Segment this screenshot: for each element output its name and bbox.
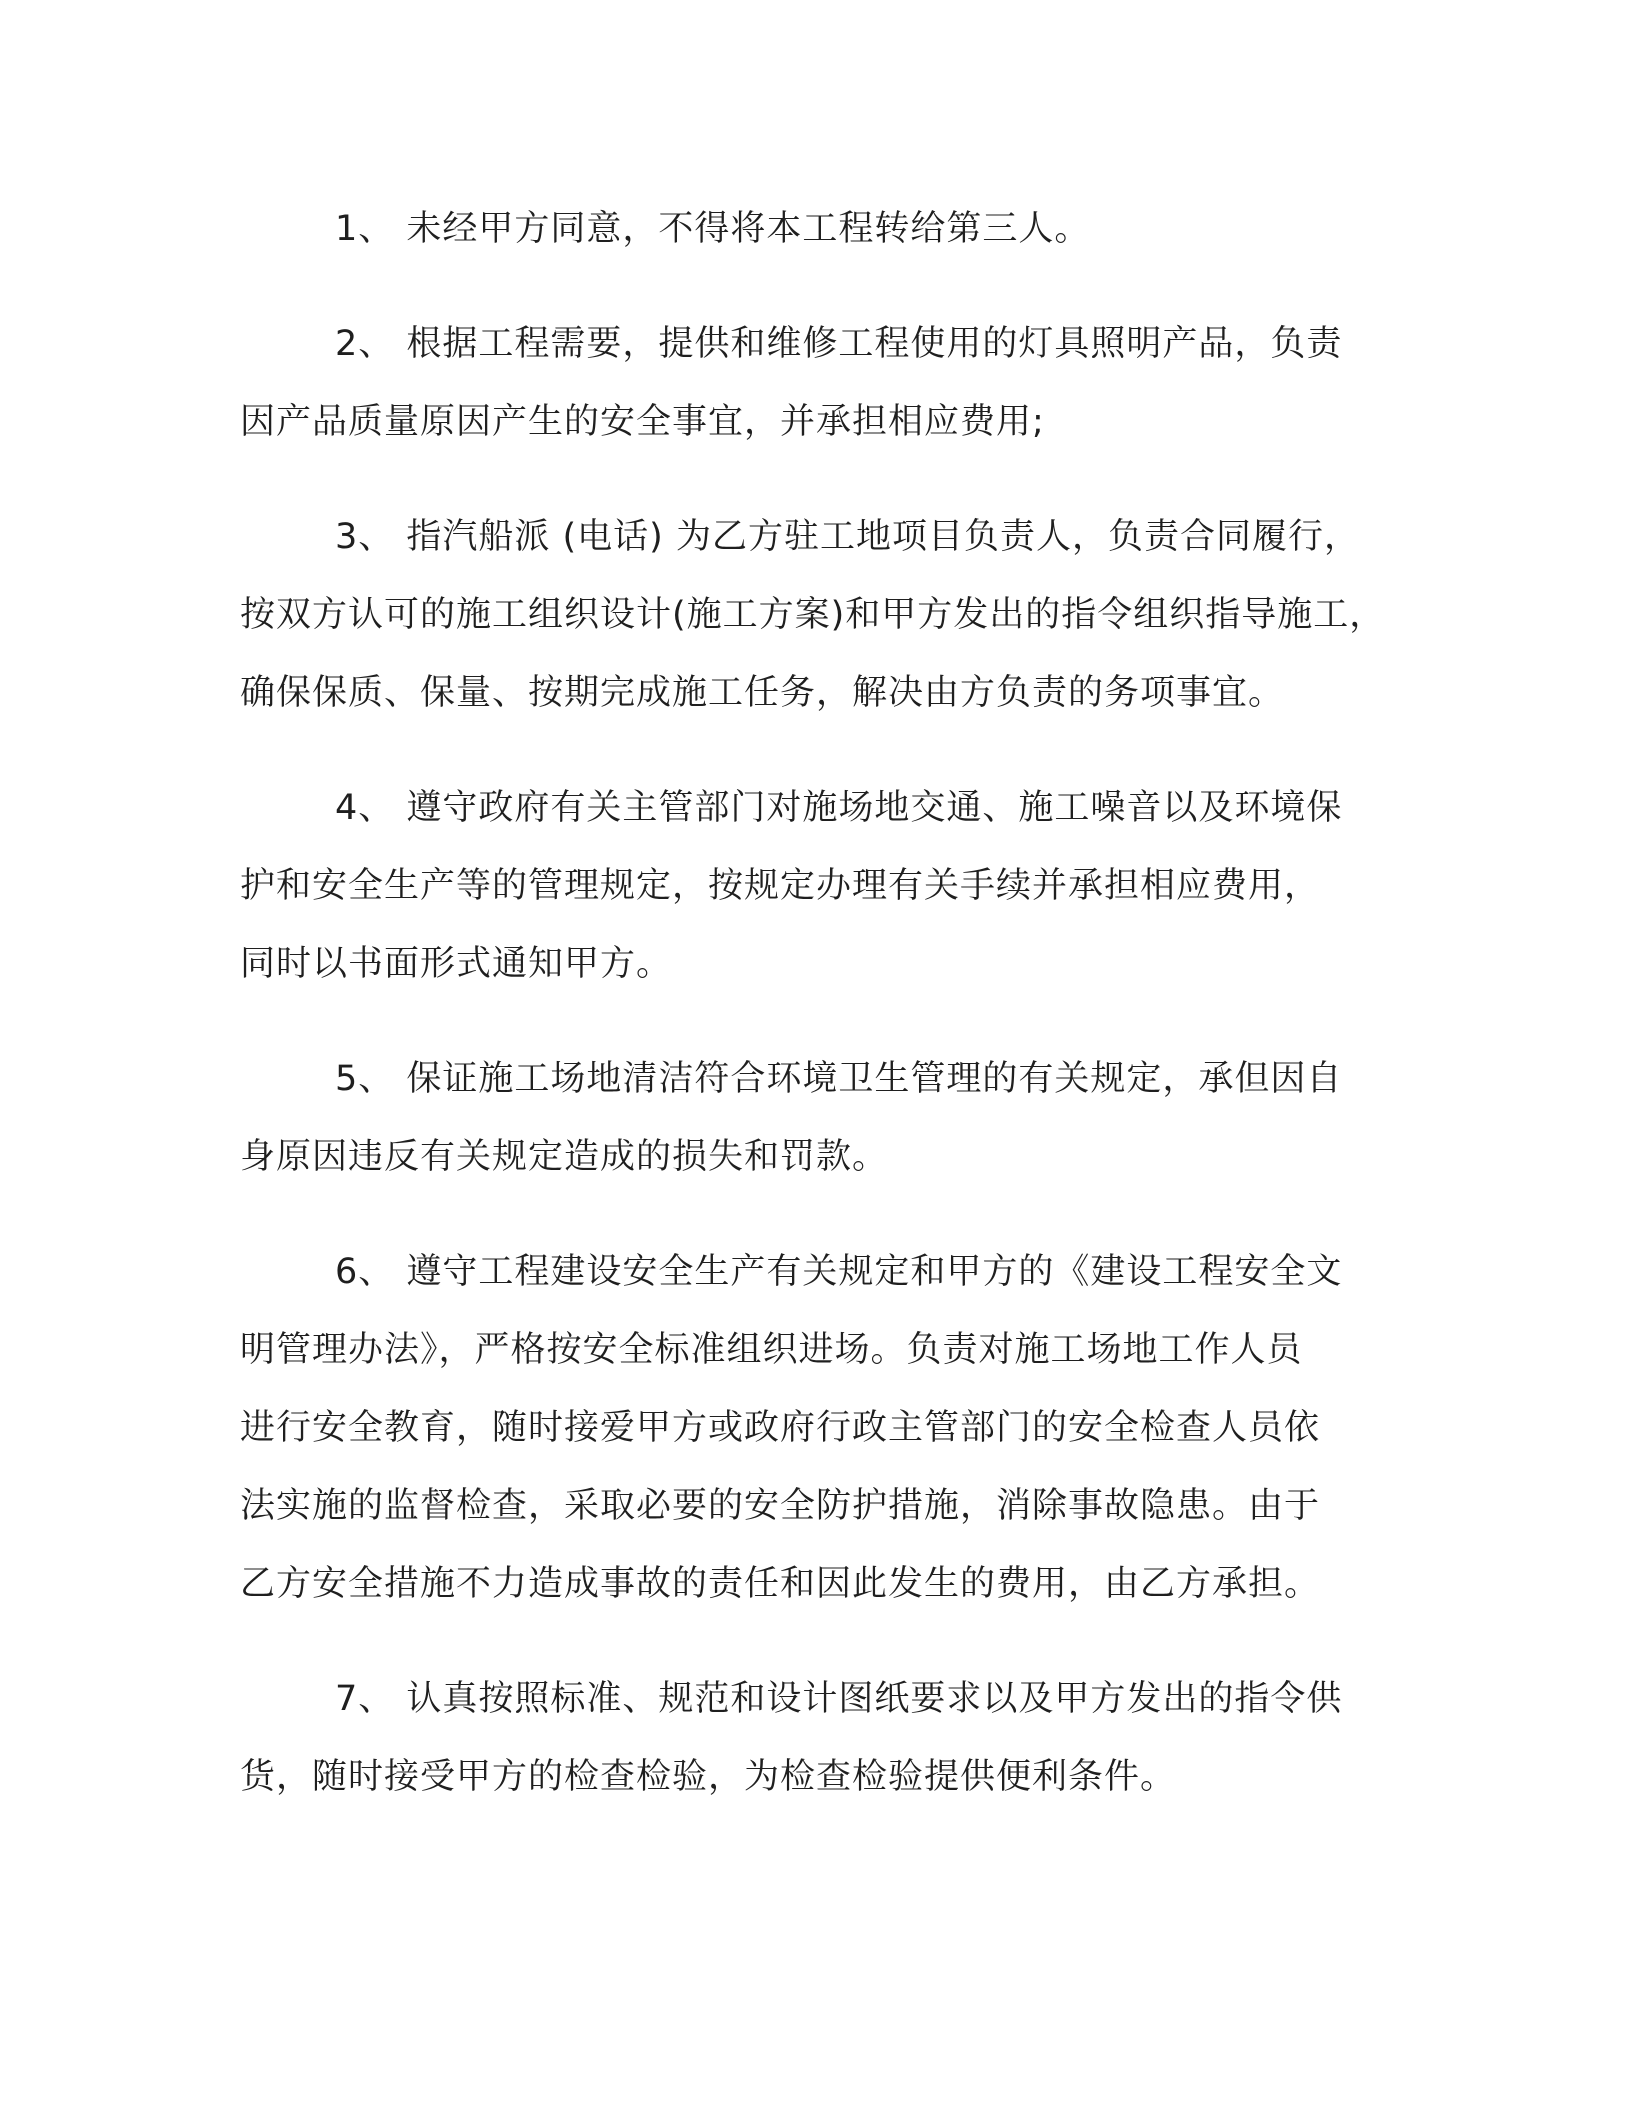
clause-line: 4、 遵守政府有关主管部门对施场地交通、施工噪音以及环境保 [335,788,1343,828]
clause-4 [240,769,1410,1003]
clause-5 [240,1040,1410,1196]
clause-line: 5、 保证施工场地清洁符合环境卫生管理的有关规定，承但因自 [335,1059,1343,1099]
clause-7 [240,1660,1410,1816]
clause-line: 7、 认真按照标准、规范和设计图纸要求以及甲方发出的指令供 [335,1679,1343,1719]
clause-line: 同时以书面形式通知甲方。 [240,944,673,984]
clause-line: 护和安全生产等的管理规定，按规定办理有关手续并承担相应费用， [240,866,1321,906]
clause-line: 货，随时接受甲方的检查检验，为检查检验提供便利条件。 [240,1757,1177,1797]
clause-2 [240,305,1410,461]
clause-line: 6、 遵守工程建设安全生产有关规定和甲方的《建设工程安全文 [335,1252,1343,1292]
clause-line: 身原因违反有关规定造成的损失和罚款。 [240,1137,889,1177]
clause-line: 进行安全教育，随时接爱甲方或政府行政主管部门的安全检查人员依 [240,1408,1321,1448]
clause-line: 3、 指汽船派 (电话) 为乙方驻工地项目负责人，负责合同履行， [335,517,1360,557]
clause-line: 明管理办法》，严格按安全标准组织进场。负责对施工场地工作人员 [240,1330,1303,1370]
clause-line: 法实施的监督检查，采取必要的安全防护措施，消除事故隐患。由于 [240,1486,1321,1526]
clause-1 [240,190,1410,268]
clause-line: 按双方认可的施工组织设计(施工方案)和甲方发出的指令组织指导施工， [240,595,1386,635]
clause-line: 确保保质、保量、按期完成施工任务，解决由方负责的务项事宜。 [240,673,1285,713]
clause-line: 乙方安全措施不力造成事故的责任和因此发生的费用，由乙方承担。 [240,1564,1321,1604]
clause-3 [240,498,1410,732]
clause-6 [240,1233,1410,1623]
clause-line: 1、 未经甲方同意，不得将本工程转给第三人。 [335,209,1091,249]
document-body [240,190,1410,1853]
clause-line: 2、 根据工程需要，提供和维修工程使用的灯具照明产品，负责 [335,324,1343,364]
clause-line: 因产品质量原因产生的安全事宜，并承担相应费用; [240,402,1045,442]
